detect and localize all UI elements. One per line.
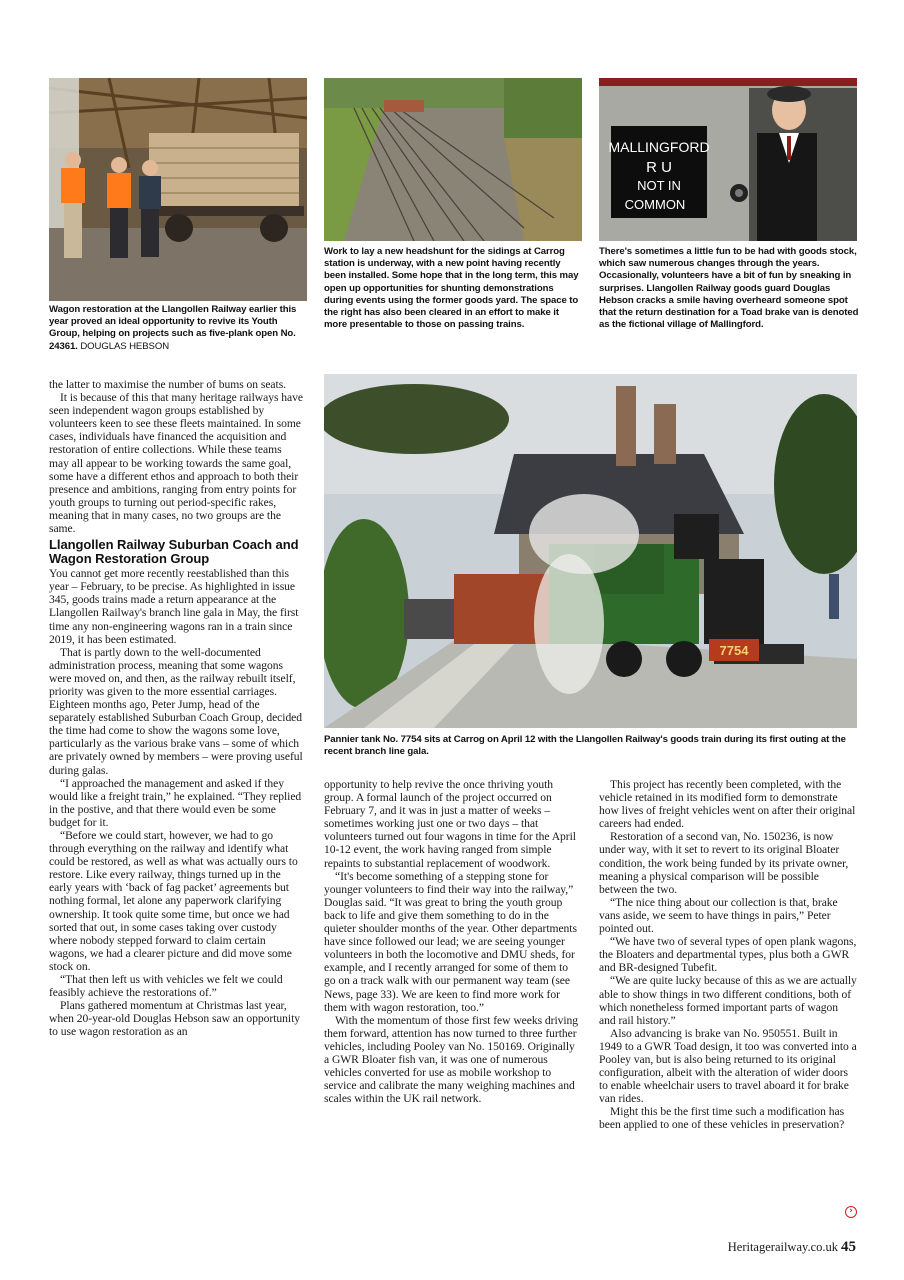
article-column-2: [324, 778, 582, 1105]
article-column-1: [49, 378, 303, 1039]
loco-number-plate: 7754: [719, 643, 749, 658]
col1-paragraph-6: “Before we could start, however, we had to go through everything on the railway and identify what could be restored, as well as what was actually ours to restore. Like every railway, things turned up in the early years with ‘back of fag packet’ agreements but nothing formal, let alone any paperwork clarifying ownership. It took quite some time, but once we had sorted that out, in some cases taking over custody where nobody stepped forward to claim certain wagons, we had a clearer picture and did move some stock on.: [49, 829, 298, 973]
col1-paragraph-4: That is partly down to the well-documented administration process, meaning that some wagons were moved on, and then, as the railway rebuilt itself, priority was given to the more essential carriages. Eighteen months ago, Peter Jump, head of the separately established Suburban Coach Group, decided the time had come to show the wagons some love, particularly as the various brake vans – some of which are privately owned by members – were proving useful during galas.: [49, 645, 303, 777]
col3-paragraph-3: “The nice thing about our collection is that, brake vans aside, we seem to have things in pairs,” Peter pointed out.: [599, 895, 838, 936]
photo-credit: DOUGLAS HEBSON: [80, 340, 170, 352]
headshunt-photo: [324, 78, 582, 241]
col1-paragraph-8: Plans gathered momentum at Christmas last year, when 20-year-old Douglas Hebson saw an opportunity to use wagon restoration as an: [49, 999, 300, 1039]
col1-paragraph-5: “I approached the management and asked if they would like a freight train,” he explained. “They replied in the postive, and that there would even be some budget for it.: [49, 776, 302, 829]
col1-paragraph-2: It is because of this that many heritage railways have seen independent wagon groups established by volunteers keen to see these fleets maintained. In some cases, individuals have financed the acquisition and restoration of entire collections. While these teams may all appear to be working towards the same goal, some have a different ethos and approach to both their presence and ambitions, ranging from entry points for youth groups to turning out period-specific rakes, meaning that in many cases, no two groups are the same.: [49, 391, 303, 536]
mallingford-photo-caption: There's sometimes a little fun to be had with goods stock, which saw numerous changes through the years. Occasionally, volunteers have a bit of fun by sneaking in surprises. Llangollen Railway goods guard Douglas Hebson cracks a smile having overheard someone spot that the return destination for a Toad brake van is denoted as the fictional village of Mallingford.: [599, 246, 859, 331]
col1-paragraph-1: the latter to maximise the number of bums on seats.: [49, 378, 287, 391]
col3-paragraph-7: Might this be the first time such a modification has been applied to one of these vehicles in preservation?: [599, 1105, 845, 1132]
sign-line-3: NOT IN: [637, 178, 681, 193]
headshunt-photo-caption: Work to lay a new headshunt for the sidings at Carrog station is underway, with a new point having recently been installed. Some hope that in the long term, this may open up opportunities for shunting demonstrations during events using the former goods yard. The space to the right has also been cleared in an effort to make it more presentable to those on passing trains.: [324, 246, 579, 331]
article-column-3: [599, 778, 857, 1132]
page-footer: [728, 1239, 856, 1256]
wagon-photo-caption: [49, 304, 309, 353]
wagon-caption-text: Wagon restoration at the Llangollen Railway earlier this year proved an ideal opportunity to revive its Youth Group, helping on projects such as five-plank open No. 24361.: [49, 304, 297, 352]
section-heading: Llangollen Railway Suburban Coach and Wagon Restoration Group: [49, 537, 299, 567]
col3-paragraph-1: This project has recently been completed, with the vehicle retained in its modified form to demonstrate how lives of freight vehicles went on after their original careers had ended.: [599, 778, 856, 831]
mallingford-photo: [599, 78, 857, 241]
col3-paragraph-5: “We are quite lucky because of this as we are actually able to show things in two different conditions, both of which nonetheless formed important parts of wagon and rail history.”: [599, 974, 857, 1027]
col2-paragraph-1: opportunity to help revive the once thriving youth group. A formal launch of the project occurred on February 7, and it was in just a matter of weeks – sometimes working just one or two days – that volunteers turned out four wagons in time for the April 10-12 event, the work having ranged from simple repaints to substantial replacement of woodwork.: [324, 778, 576, 870]
sign-line-4: COMMON: [624, 197, 686, 212]
col3-paragraph-2: Restoration of a second van, No. 150236, is now under way, with it set to revert to its original Bloater condition, the work being funded by its private owner, meaning a physical comparison will be possible between the two.: [599, 830, 849, 896]
sign-line-1: MALLINGFORD: [608, 139, 710, 155]
pannier-photo-caption: Pannier tank No. 7754 sits at Carrog on April 12 with the Llangollen Railway's goods train during its first outing at the recent branch line gala.: [324, 734, 846, 758]
col2-paragraph-3: With the momentum of those first few weeks driving them forward, attention has now turned to three further vehicles, including Pooley van No. 150169. Originally a GWR Bloater fish van, it was one of numerous vehicles converted for use as mobile workshop to service and calibrate the many weighing machines and scales within the UK rail network.: [324, 1013, 579, 1106]
page-number: 45: [841, 1239, 856, 1255]
pannier-tank-photo: [324, 374, 857, 728]
footer-site: Heritagerailway.co.uk: [727, 1240, 838, 1254]
col3-paragraph-6: Also advancing is brake van No. 950551. Built in 1949 to a GWR Toad design, it too was converted into a Pooley van, but is also being returned to its original configuration, albeit with the alteration of wider doors to enable wheelchair users to travel aboard it for brake van rides.: [599, 1026, 857, 1106]
wagon-restoration-photo: [49, 78, 307, 301]
col3-paragraph-4: “We have two of several types of open plank wagons, the Bloaters and departmental types, plus both a GWR and BR-designed Tubefit.: [599, 935, 857, 975]
col1-paragraph-3: You cannot get more recently reestablished than this year – February, to be precise. As highlighted in issue 345, goods trains made a return appearance at the Llangollen Railway's branch line gala in May, the first time any non-engineering wagons ran in a train since 2019, it has been estimated.: [49, 567, 299, 646]
sign-line-2: R U: [646, 159, 672, 176]
col2-paragraph-2: “It's become something of a stepping stone for younger volunteers to find their way into the railway,” Douglas said. “It was great to bring the youth group back to life and give them something to do in the quieter shoulder months of the year. Other departments have since followed our lead; we are seeing younger volunteers in both the locomotive and DMU sheds, for example, and I recently arranged for some of them to go on a track walk with our permanent way team (see News, page 33). We are keen to find more work for them with wagon restoration, too.”: [324, 869, 577, 1014]
col1-paragraph-7: “That then left us with vehicles we felt we could feasibly achieve the restorations of.”: [49, 973, 283, 1000]
continue-arrow-icon: ›: [845, 1206, 857, 1218]
